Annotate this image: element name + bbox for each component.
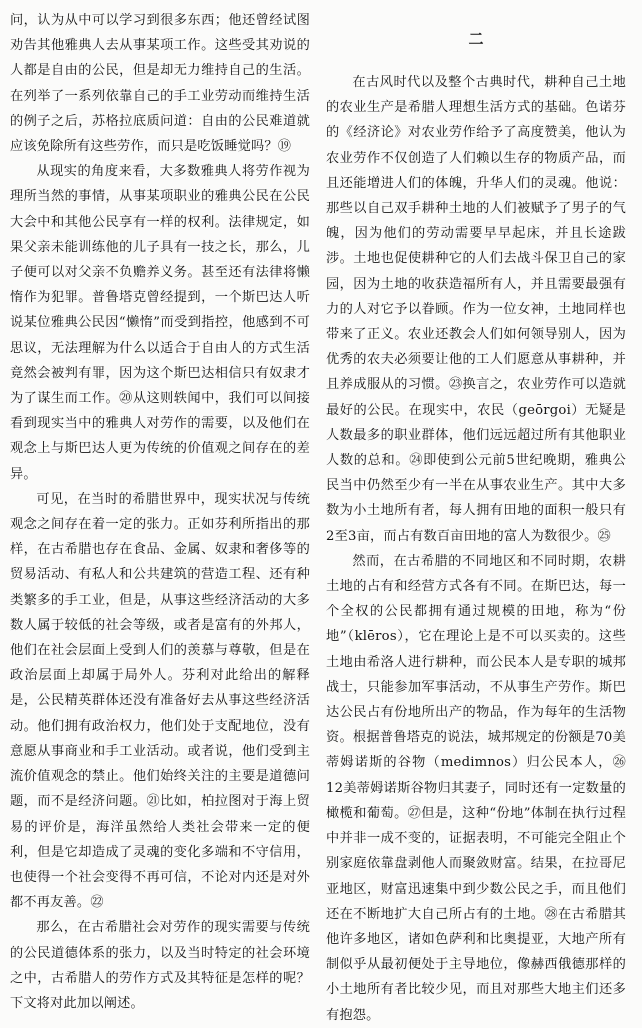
- right-column: [326, 8, 626, 1023]
- section-heading: 二: [468, 30, 484, 48]
- paragraph: 那么，在古希腊社会对劳作的现实需要与传统的公民道德体系的张力，以及当时特定的社会环境之中，古希腊人的劳作方式及其特征是怎样的呢？下文将对此加以阐述。: [10, 920, 310, 1011]
- left-column: [10, 8, 310, 1011]
- paragraph: 然而，在古希腊的不同地区和不同时期，农耕土地的占有和经营方式各有不同。在斯巴达，每一个全权的公民都拥有通过规模的田地，称为“份地”（klēros），它在理论上是不可以买卖的。这些土地由希洛人进行耕种，而公民本人是专职的城邦战士，只能参加军事活动，不从事生产劳作。斯巴达公民占有份地所出产的物品，作为每年的生活物资。根据普鲁塔克的说法，城邦规定的份额是70美蒂姆诺斯的谷物（medimnos）归公民本人，㉖12美蒂姆诺斯谷物归其妻子，同时还有一定数量的橄榄和葡萄。㉗但是，这种“份地”体制在执行过程中并非一成不变的，证据表明，不可能完全阻止个别家庭依靠盘剥他人而聚敛财富。结果，在拉哥尼亚地区，财富迅速集中到少数公民之手，而且他们还在不断地扩大自己所占有的土地。㉘在古希腊其他许多地区，诸如色萨利和比奥提亚，大地产所有制似乎从最初便处于主导地位，像赫西俄德那样的小土地所有者比较少见，而且对那些大地主们还多有抱怨。: [326, 553, 626, 1023]
- paragraph: 从现实的角度来看，大多数雅典人将劳作视为理所当然的事情，从事某项职业的雅典公民在公民大会中和其他公民享有一样的权利。法律规定，如果父亲未能训练他的儿子具有一技之长，那么，儿子便可以对父亲不负赡养义务。甚至还有法律将懒惰作为犯罪。普鲁塔克曾经提到，一个斯巴达人听说某位雅典公民因“懒惰”而受到指控，他感到不可思议，无法理解为什么以适合于自由人的方式生活竟然会被判有罪，因为这个斯巴达相信只有奴隶才为了谋生而工作。⑳从这则轶闻中，我们可以间接看到现实当中的雅典人对劳作的需要，以及他们在观念上与斯巴达人更为传统的价值观之间存在的差异。: [10, 164, 310, 482]
- paragraph: 可见，在当时的希腊世界中，现实状况与传统观念之间存在着一定的张力。正如芬利所指出的那样，在古希腊也存在食品、金属、奴隶和奢侈等的贸易活动、有私人和公共建筑的营造工程、还有种类繁多的手工业，但是，从事这些经济活动的大多数人属于较低的社会等级，或者是富有的外邦人，他们在社会层面上受到人们的羡慕与尊敬，但是在政治层面上却属于局外人。芬利对此给出的解释是，公民精英群体还没有准备好去从事这些经济活动。他们拥有政治权力，他们处于支配地位，没有意愿从事商业和手工业活动。或者说，他们受到主流价值观念的禁止。他们始终关注的主要是道德问题，而不是经济问题。㉑比如，柏拉图对于海上贸易的评价是，海洋虽然给人类社会带来一定的便利，但是它却造成了灵魂的变化多端和不守信用，也使得一个社会变得不再可信，不论对内还是对外都不再友善。㉒: [10, 491, 310, 911]
- paragraph: 问，认为从中可以学习到很多东西；他还曾经试图劝告其他雅典人去从事某项工作。这些受其劝说的人都是自由的公民，但是却无力维持自己的生活。在列举了一系列依靠自己的手工业劳动而维持生活的例子之后，苏格拉底质问道：自由的公民难道就应该免除所有这些劳作，而只是吃饭睡觉吗？⑲: [10, 13, 310, 155]
- paragraph: 在古风时代以及整个古典时代，耕种自己土地的农业生产是希腊人理想生活方式的基础。色诺芬的《经济论》对农业劳作给予了高度赞美，他认为农业劳作不仅创造了人们赖以生存的物质产品，而且还能增进人们的体魄，升华人们的灵魂。他说：那些以自己双手耕种土地的人们被赋予了男子的气魄，因为他们的劳动需要早早起床，并且长途跋涉。土地也促使耕种它的人们去战斗保卫自己的家园，因为土地的收获造福所有人，并且需要最强有力的人对它予以眷顾。作为一位女神，土地同样也带来了正义。农业还教会人们如何领导别人，因为优秀的农夫必须要让他的工人们愿意从事耕种，并且养成服从的习惯。㉓换言之，农业劳作可以造就最好的公民。在现实中，农民（geōrgoi）无疑是人数最多的职业群体，他们远远超过所有其他职业人数的总和。㉔即使到公元前5世纪晚期，雅典公民当中仍然至少有一半在从事农业生产。其中大多数为小土地所有者，每人拥有田地的面积一般只有2至3亩，而占有数百亩田地的富人为数很少。㉕: [326, 75, 626, 544]
